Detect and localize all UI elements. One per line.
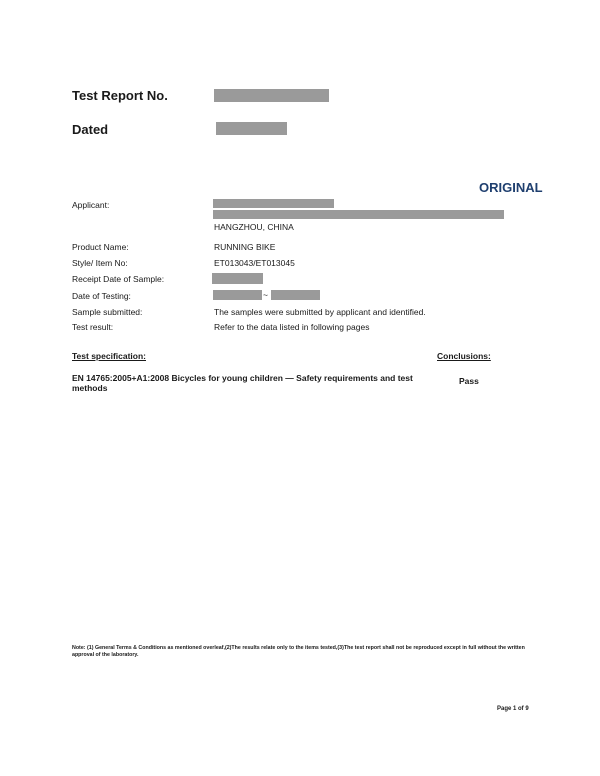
redacted-applicant-name (213, 199, 334, 208)
redacted-report-number (214, 89, 329, 102)
page-number: Page 1 of 9 (497, 706, 529, 712)
redacted-applicant-address (213, 210, 504, 219)
report-number-label: Test Report No. (72, 88, 168, 103)
product-name-value: RUNNING BIKE (214, 242, 276, 252)
dated-label: Dated (72, 122, 109, 137)
redacted-test-end-date (271, 290, 320, 300)
conclusion-pass: Pass (459, 376, 479, 386)
test-result-label: Test result: (72, 322, 114, 332)
test-specification-heading: Test specification: (72, 351, 146, 361)
footer-note: Note: (1) General Terms & Conditions as mentioned overleaf,(2)The results relate only to the items tested,(3)The test report shall not be reproduced except in full without the written approval of the laboratory. (72, 645, 525, 658)
product-name-label: Product Name: (72, 242, 129, 252)
redacted-test-start-date (213, 290, 262, 300)
sample-submitted-value: The samples were submitted by applicant and identified. (214, 307, 426, 317)
style-item-label: Style/ Item No: (72, 258, 128, 268)
style-item-value: ET013043/ET013045 (214, 258, 295, 268)
conclusions-heading: Conclusions: (437, 351, 491, 361)
date-range-separator: ~ (263, 290, 268, 300)
sample-submitted-label: Sample submitted: (72, 307, 143, 317)
applicant-label: Applicant: (72, 200, 110, 210)
applicant-city: HANGZHOU, CHINA (214, 222, 294, 232)
redacted-date (216, 122, 287, 135)
redacted-receipt-date (212, 273, 263, 284)
test-result-value: Refer to the data listed in following pages (214, 322, 370, 332)
original-stamp: ORIGINAL (479, 180, 543, 195)
date-of-testing-label: Date of Testing: (72, 291, 131, 301)
test-specification-item: EN 14765:2005+A1:2008 Bicycles for young children — Safety requirements and test methods (72, 373, 413, 393)
receipt-date-label: Receipt Date of Sample: (72, 274, 165, 284)
